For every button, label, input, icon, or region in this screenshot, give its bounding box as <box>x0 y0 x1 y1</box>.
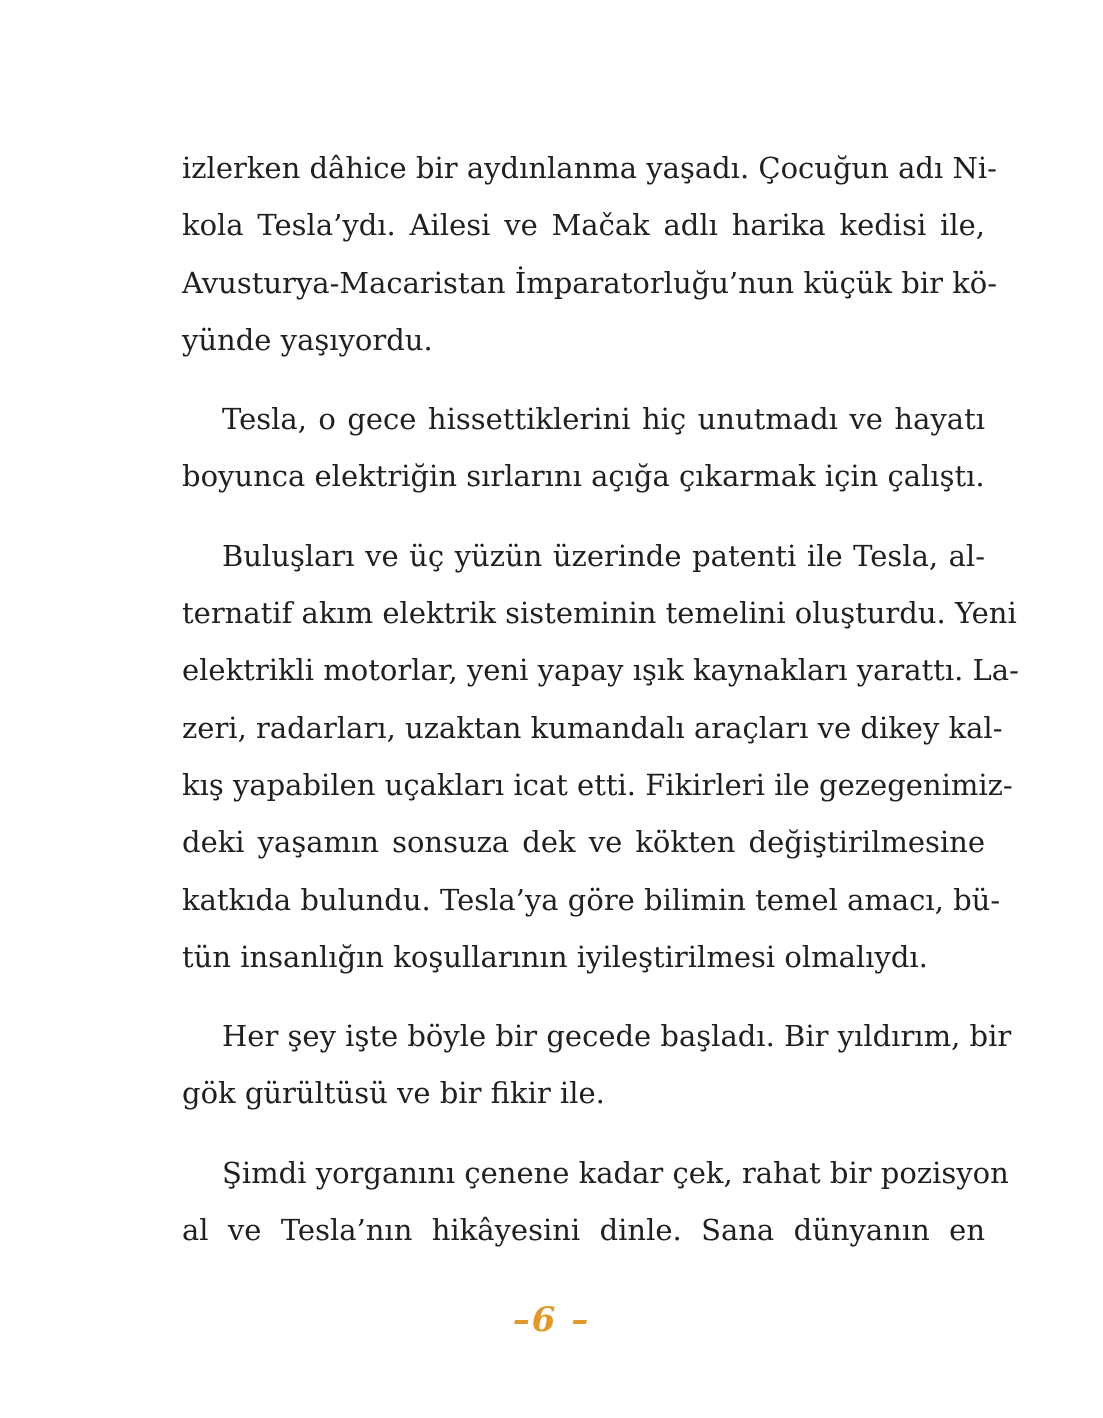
text-line: izlerken dâhice bir aydınlanma yaşadı. Çocuğun adı Ni- <box>182 151 997 185</box>
text-line: yünde yaşıyordu. <box>182 322 433 357</box>
paragraph <box>182 528 1019 986</box>
text-line: zeri, radarları, uzaktan kumandalı araçları ve dikey kal- <box>182 710 1003 745</box>
text-line: Buluşları ve üç yüzün üzerinde patenti ile Tesla, al- <box>222 538 985 573</box>
page-number: –6 – <box>512 1300 591 1340</box>
text-line: katkıda bulundu. Tesla’ya göre bilimin temel amacı, bü- <box>182 882 1001 917</box>
text-line: al ve Tesla’nın hikâyesini dinle. Sana dünyanın en <box>182 1213 985 1248</box>
paragraph-gap <box>182 1123 985 1145</box>
body-text <box>182 140 1019 1259</box>
paragraph <box>182 1145 1009 1260</box>
paragraph-gap <box>182 506 985 528</box>
text-line: Tesla, o gece hissettiklerini hiç unutmadı ve hayatı <box>222 402 985 437</box>
text-line: Şimdi yorganını çenene kadar çek, rahat bir pozisyon <box>222 1155 1009 1190</box>
text-line: gök gürültüsü ve bir fikir ile. <box>182 1076 605 1111</box>
text-line: boyunca elektriğin sırlarını açığa çıkarmak için çalıştı. <box>182 459 985 494</box>
text-line: Avusturya-Macaristan İmparatorluğu’nun küçük bir kö- <box>182 265 998 300</box>
paragraph <box>182 1008 1012 1123</box>
text-line: kola Tesla’ydı. Ailesi ve Mačak adlı harika kedisi ile, <box>182 208 985 243</box>
text-line: Her şey işte böyle bir gecede başladı. Bir yıldırım, bir <box>222 1019 1012 1054</box>
paragraph <box>182 391 985 506</box>
paragraph-gap <box>182 986 985 1008</box>
text-line: ternatif akım elektrik sisteminin temelini oluşturdu. Yeni <box>182 596 1017 631</box>
paragraph-gap <box>182 369 985 391</box>
text-line: kış yapabilen uçakları icat etti. Fikirleri ile gezegenimiz- <box>182 767 1013 802</box>
text-line: tün insanlığın koşullarının iyileştirilmesi olmalıydı. <box>182 939 928 974</box>
text-line: deki yaşamın sonsuza dek ve kökten değiştirilmesine <box>182 825 985 860</box>
paragraph <box>182 140 998 369</box>
text-line: elektrikli motorlar, yeni yapay ışık kaynakları yarattı. La- <box>182 653 1019 688</box>
